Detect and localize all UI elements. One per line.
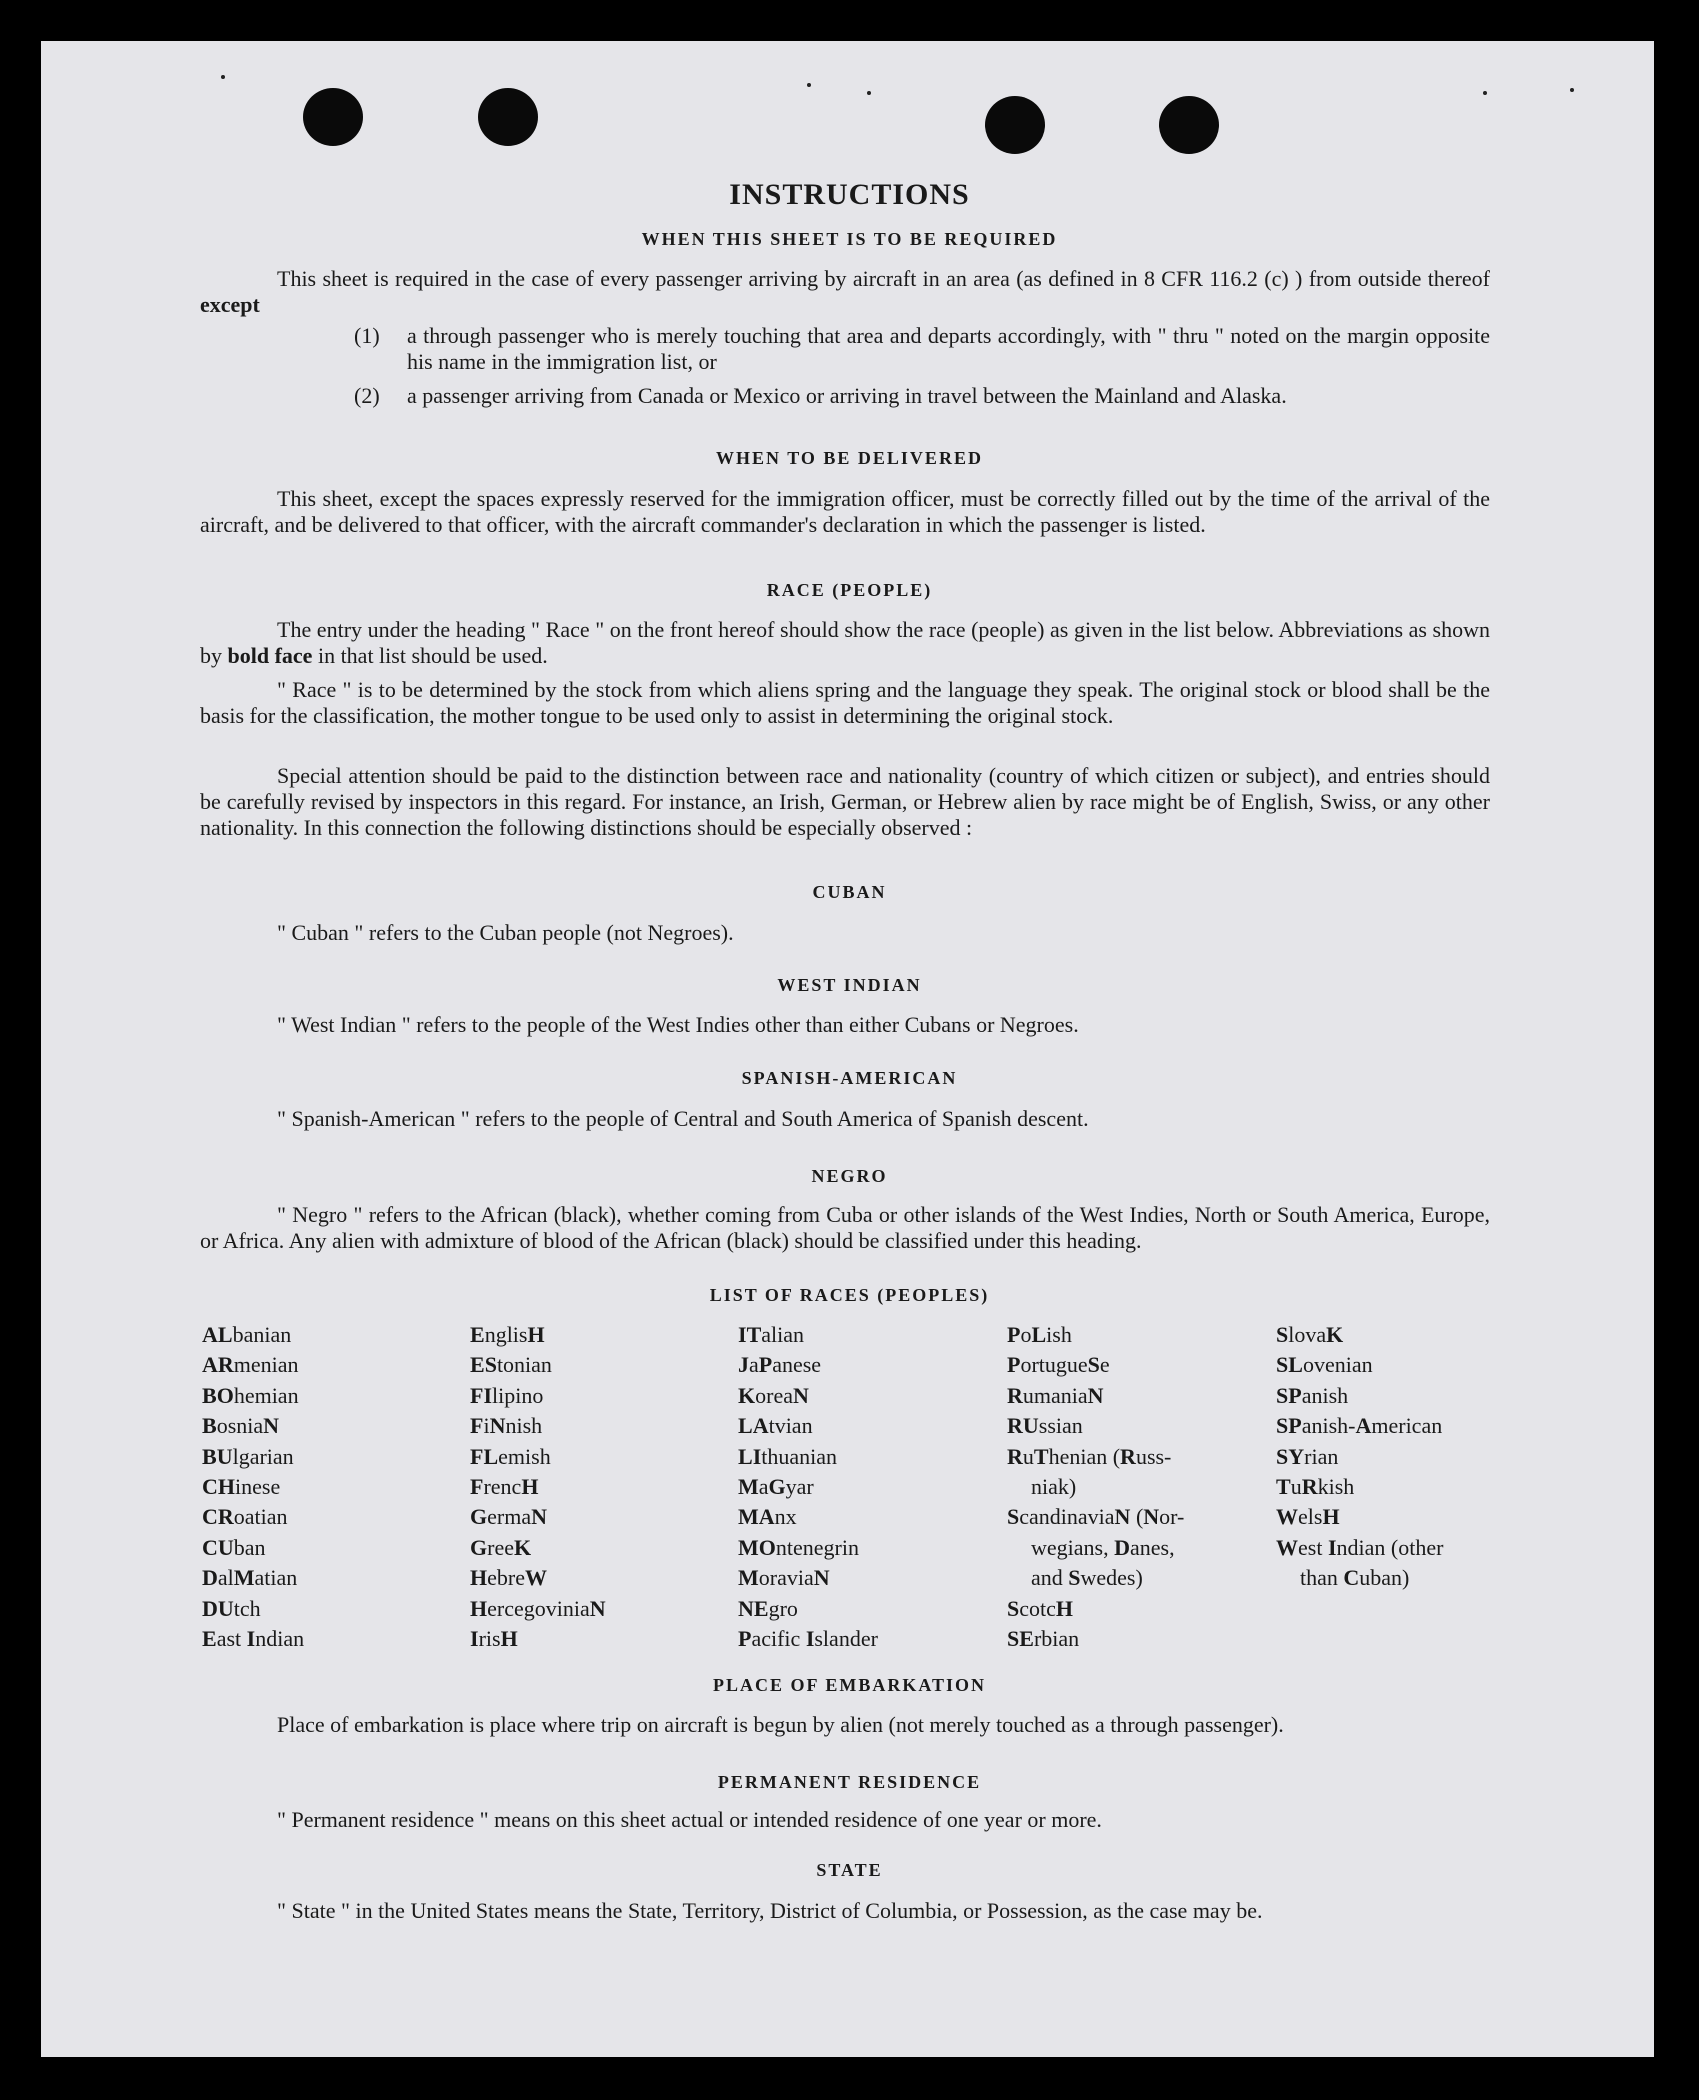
race-entry: FIlipino	[470, 1382, 544, 1408]
when-delivered-text: This sheet, except the spaces expressly reserved for the immigration officer, must be correctly filled out by the time of the arrival of the aircraft, and be delivered to that officer, with the aircraft commander's declaration in which the passenger is listed.	[200, 486, 1490, 537]
race-entry: HebreW	[470, 1565, 547, 1591]
race-entry: LIthuanian	[738, 1443, 838, 1469]
heading-when-required: WHEN THIS SHEET IS TO BE REQUIRED	[641, 229, 1058, 249]
race-entry: FrencH	[470, 1474, 539, 1500]
punch-hole	[303, 88, 363, 146]
race-entry: CRoatian	[202, 1504, 288, 1530]
item-text: a passenger arriving from Canada or Mexico or arriving in travel between the Mainland and Alaska.	[407, 383, 1287, 408]
race-entry: FLemish	[470, 1443, 551, 1469]
race-entry: MAnx	[738, 1504, 797, 1530]
race-entry: RuThenian (Russ-	[1007, 1443, 1172, 1469]
race-entry: Pacific Islander	[738, 1626, 878, 1652]
state-text: " State " in the United States means the State, Territory, District of Columbia, or Possession, as the case may be.	[277, 1898, 1263, 1923]
race-entry-continuation: than Cuban)	[1300, 1565, 1410, 1591]
negro-text: " Negro " refers to the African (black), whether coming from Cuba or other islands of the West Indies, North or South America, Europe, or Africa. Any alien with admixture of blood of the African (black) should be classified under this heading.	[200, 1202, 1490, 1253]
race-entry: PortugueSe	[1007, 1352, 1110, 1378]
punch-hole	[1159, 96, 1219, 154]
race-paragraph-2: " Race " is to be determined by the stock from which aliens spring and the language they speak. The original stock or blood shall be the basis for the classification, the mother tongue to be used only to assist in determining the original stock.	[200, 677, 1490, 728]
race-entry: BosniaN	[202, 1413, 280, 1439]
embarkation-text: Place of embarkation is place where trip on aircraft is begun by alien (not merely touched as a through passenger).	[277, 1712, 1284, 1737]
heading-list-of-races: LIST OF RACES (PEOPLES)	[709, 1285, 990, 1305]
punch-hole	[985, 96, 1045, 154]
heading-when-delivered: WHEN TO BE DELIVERED	[716, 448, 983, 468]
race-entry: SPanish	[1276, 1382, 1349, 1408]
item-text: a through passenger who is merely touching that area and departs accordingly, with " thru " noted on the margin opposite his name in the immigration list, or	[407, 323, 1490, 374]
item-number: (2)	[354, 383, 380, 408]
race-entry: MoraviaN	[738, 1565, 830, 1591]
page-title: INSTRUCTIONS	[729, 178, 970, 211]
race-entry: MaGyar	[738, 1474, 814, 1500]
race-entry: CHinese	[202, 1474, 281, 1500]
race-entry: DUtch	[202, 1595, 261, 1621]
heading-spanish-american: SPANISH-AMERICAN	[741, 1068, 958, 1088]
race-entry: RUssian	[1007, 1413, 1083, 1439]
race-entry: BUlgarian	[202, 1443, 294, 1469]
punch-hole	[478, 88, 538, 146]
heading-embarkation: PLACE OF EMBARKATION	[712, 1675, 986, 1695]
race-entry: RumaniaN	[1007, 1382, 1104, 1408]
race-entry: SPanish-American	[1276, 1413, 1443, 1439]
race-entry: EStonian	[470, 1352, 552, 1378]
race-entry: KoreaN	[738, 1382, 809, 1408]
races-column-4	[1007, 1320, 1184, 1654]
speck	[1570, 88, 1574, 92]
residence-text: " Permanent residence " means on this sheet actual or intended residence of one year or more.	[277, 1807, 1102, 1832]
race-entry: GreeK	[470, 1534, 532, 1560]
races-column-5	[1276, 1320, 1443, 1594]
race-entry: ITalian	[738, 1322, 805, 1347]
race-entry: ScandinaviaN (Nor-	[1007, 1504, 1185, 1530]
race-entry: SErbian	[1007, 1626, 1080, 1652]
race-entry: DalMatian	[202, 1565, 298, 1591]
item-number: (1)	[354, 323, 380, 348]
race-entry: PoLish	[1007, 1322, 1072, 1347]
race-entry: WelsH	[1276, 1504, 1340, 1530]
race-entry: BOhemian	[202, 1382, 299, 1408]
race-entry: JaPanese	[738, 1352, 822, 1378]
heading-residence: PERMANENT RESIDENCE	[717, 1772, 982, 1792]
race-paragraph-3: Special attention should be paid to the distinction between race and nationality (country of which citizen or subject), and entries should be carefully revised by inspectors in this regard. For instance, an Irish, German, or Hebrew alien by race might be of English, Swiss, or any other nationality. In this connection the following distinctions should be especially observed :	[200, 763, 1490, 840]
speck	[867, 91, 871, 95]
race-entry: CUban	[202, 1534, 266, 1560]
races-column-3	[738, 1320, 878, 1654]
when-required-intro: This sheet is required in the case of every passenger arriving by aircraft in an area (as defined in 8 CFR 116.2 (c) ) from outside thereof except	[200, 266, 1490, 317]
race-entry: SYrian	[1276, 1443, 1339, 1469]
heading-cuban: CUBAN	[812, 882, 887, 902]
race-paragraph-1: The entry under the heading " Race " on the front hereof should show the race (people) as given in the list below. Abbreviations as shown by bold face in that list should be used.	[200, 617, 1490, 668]
speck	[221, 75, 225, 79]
race-entry: GermaN	[470, 1504, 547, 1530]
west-indian-text: " West Indian " refers to the people of the West Indies other than either Cubans or Negroes.	[277, 1012, 1079, 1037]
heading-state: STATE	[816, 1860, 883, 1880]
races-column-1	[202, 1320, 304, 1654]
speck	[807, 83, 811, 87]
race-entry-continuation: niak)	[1031, 1474, 1077, 1500]
spanish-american-text: " Spanish-American " refers to the people of Central and South America of Spanish descent.	[277, 1106, 1089, 1131]
race-entry: East Indian	[202, 1626, 305, 1652]
cuban-text: " Cuban " refers to the Cuban people (not Negroes).	[277, 920, 734, 945]
race-entry: West Indian (other	[1276, 1534, 1444, 1560]
race-entry: ALbanian	[202, 1322, 292, 1347]
speck	[1483, 91, 1487, 95]
race-entry: MOntenegrin	[738, 1534, 859, 1560]
race-entry-continuation: wegians, Danes,	[1031, 1534, 1175, 1560]
race-entry: HercegoviniaN	[470, 1595, 606, 1621]
race-entry: ARmenian	[202, 1352, 299, 1378]
race-entry: TuRkish	[1276, 1474, 1355, 1500]
heading-race: RACE (PEOPLE)	[766, 580, 933, 600]
race-entry: SLovenian	[1276, 1352, 1373, 1378]
race-entry: EnglisH	[470, 1322, 545, 1347]
heading-west-indian: WEST INDIAN	[777, 975, 922, 995]
race-entry: ScotcH	[1007, 1595, 1074, 1621]
race-entry: NEgro	[738, 1595, 798, 1621]
race-entry-continuation: and Swedes)	[1031, 1565, 1143, 1591]
race-entry: FiNnish	[470, 1413, 543, 1439]
races-column-2	[470, 1320, 606, 1654]
race-entry: IrisH	[470, 1626, 518, 1652]
race-entry: SlovaK	[1276, 1322, 1344, 1347]
heading-negro: NEGRO	[811, 1166, 888, 1186]
race-entry: LAtvian	[738, 1413, 813, 1439]
